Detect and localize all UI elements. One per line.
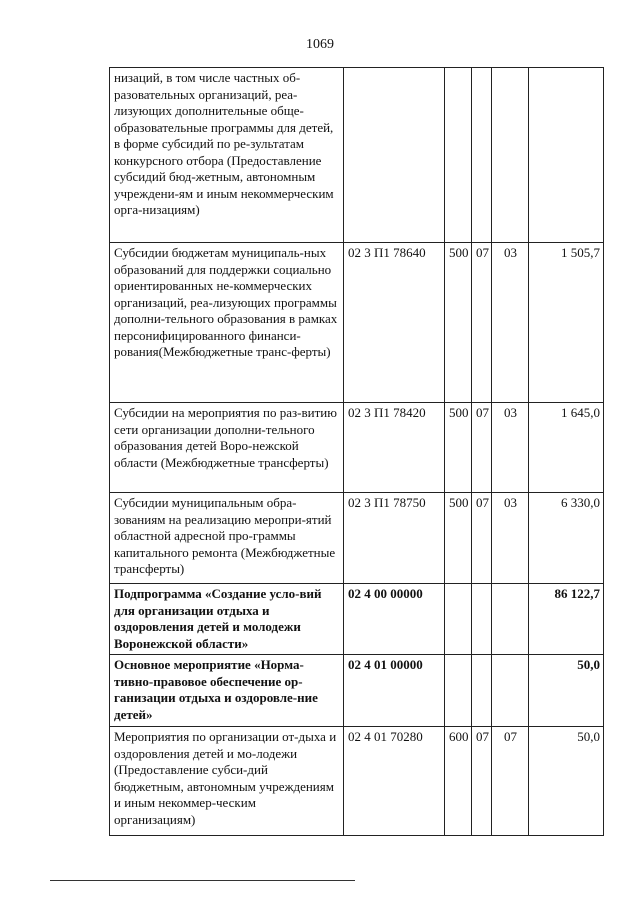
table-row: [110, 403, 604, 493]
row-sum: 50,0: [529, 727, 604, 836]
row-csr: 02 3 П1 78640: [344, 243, 445, 403]
row-sum: 50,0: [529, 655, 604, 727]
table-row: [110, 243, 604, 403]
row-pr: 03: [492, 243, 529, 403]
row-rz: 07: [472, 493, 492, 584]
page-number: 1069: [306, 37, 334, 52]
row-name: Субсидии бюджетам муниципаль-ных образований для поддержки социально ориентированных не-коммерческих организаций, реа-лизующих программы дополни-тельного образования в рамках персонифицированного финанси-рования(Межбюджетные транс-ферты): [110, 243, 344, 403]
row-vr: 600: [445, 727, 472, 836]
footer-divider: [50, 880, 355, 881]
table-row: [110, 727, 604, 836]
row-pr: 03: [492, 403, 529, 493]
row-sum: 1 645,0: [529, 403, 604, 493]
row-pr: 03: [492, 493, 529, 584]
row-name: Субсидии на мероприятия по раз-витию сети организации дополни-тельного образования детей Воро-нежской области (Межбюджетные трансферты): [110, 403, 344, 493]
row-name: Подпрограмма «Создание усло-вий для организации отдыха и оздоровления детей и молодежи Воронежской области»: [110, 584, 344, 655]
row-rz: [472, 584, 492, 655]
row-csr: 02 3 П1 78750: [344, 493, 445, 584]
row-name: Субсидии муниципальным обра-зованиям на реализацию меропри-ятий областной адресной про-граммы капитального ремонта (Межбюджетные трансферты): [110, 493, 344, 584]
row-sum: 86 122,7: [529, 584, 604, 655]
row-vr: 500: [445, 243, 472, 403]
row-pr: [492, 584, 529, 655]
table-row: [110, 655, 604, 727]
row-vr: 500: [445, 403, 472, 493]
row-csr: 02 4 00 00000: [344, 584, 445, 655]
row-rz: 07: [472, 727, 492, 836]
row-name: низаций, в том числе частных об-разовательных организаций, реа-лизующих дополнительные обще-образовательные программы для детей, в форме субсидий по ре-зультатам конкурсного отбора (Предоставление субсидий бюд-жетным, автономным учреждени-ям и иным некоммерческим орга-низациям): [110, 68, 344, 243]
row-sum: 6 330,0: [529, 493, 604, 584]
row-sum: 1 505,7: [529, 243, 604, 403]
row-vr: [445, 584, 472, 655]
budget-table: [109, 67, 604, 836]
row-name: Мероприятия по организации от-дыха и оздоровления детей и мо-лодежи (Предоставление субси-дий бюджетным, автономным учреждениям и иным некоммер-ческим организациям): [110, 727, 344, 836]
row-pr: [492, 655, 529, 727]
row-pr: 07: [492, 727, 529, 836]
row-sum: [529, 68, 604, 243]
row-csr: [344, 68, 445, 243]
row-csr: 02 3 П1 78420: [344, 403, 445, 493]
row-rz: 07: [472, 243, 492, 403]
row-csr: 02 4 01 00000: [344, 655, 445, 727]
row-vr: 500: [445, 493, 472, 584]
table-row: [110, 493, 604, 584]
row-csr: 02 4 01 70280: [344, 727, 445, 836]
table-row: [110, 68, 604, 243]
table-row: [110, 584, 604, 655]
row-pr: [492, 68, 529, 243]
row-name: Основное мероприятие «Норма-тивно-правовое обеспечение ор-ганизации отдыха и оздоровле-ние детей»: [110, 655, 344, 727]
row-rz: [472, 655, 492, 727]
row-rz: 07: [472, 403, 492, 493]
row-vr: [445, 68, 472, 243]
row-vr: [445, 655, 472, 727]
row-rz: [472, 68, 492, 243]
